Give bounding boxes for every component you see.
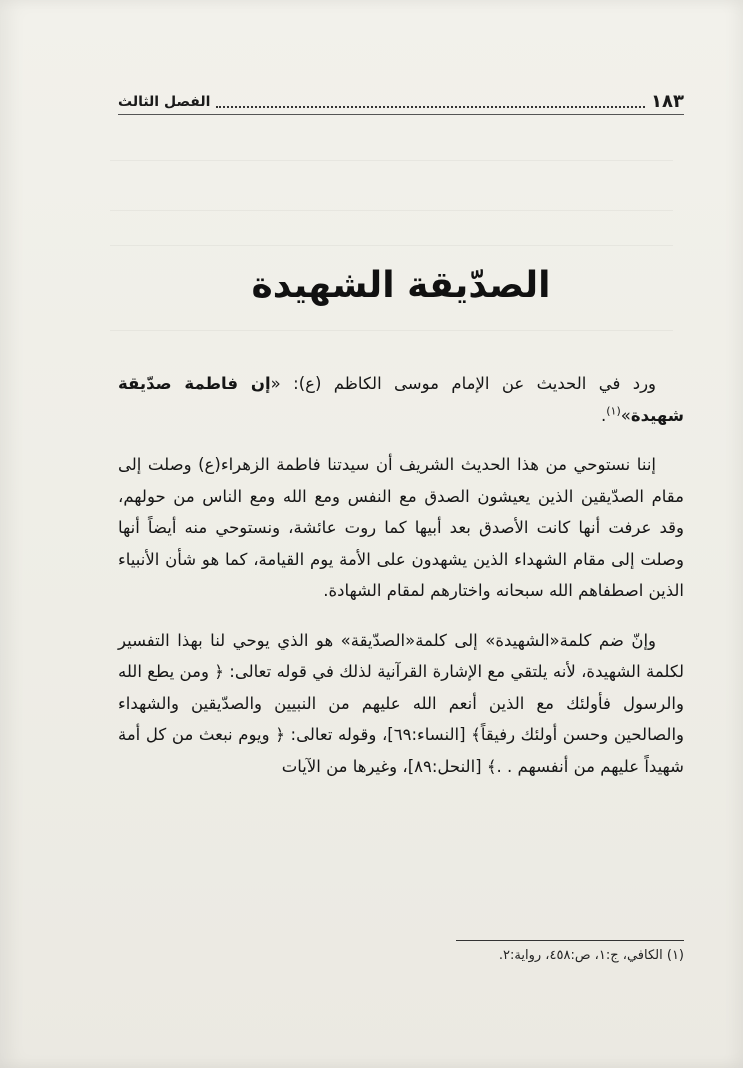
header-dot-leader [216,106,645,108]
chapter-title: الفصل الثالث [118,94,211,110]
quote-close: » [620,405,631,425]
paragraph-2: إننا نستوحي من هذا الحديث الشريف أن سيدتنا فاطمة الزهراء(ع) وصلت إلى مقام الصدّيقين الذين يعيشون الصدق مع النفس ومع الله ومع الناس من حولهم، وقد عرفت أنها كانت الأصدق بعد أبيها كما روت عائشة، ونستوحي منه أيضاً أنها وصلت إلى مقام الشهداء الذين يشهدون على الأمة يوم القيامة، كما هو شأن الأنبياء الذين اصطفاهم الله سبحانه واختارهم لمقام الشهادة. [118,455,684,600]
bleed-through-line [110,330,673,331]
bleed-through-line [110,210,673,211]
hadith-quote: إن فاطمة صدّيقة شهيدة [118,374,684,425]
paragraph-1-intro: ورد في الحديث عن الإمام موسى الكاظم (ع): « [270,374,657,393]
footnote-reference[interactable]: (١) [606,404,621,417]
paragraph-1-end: . [600,405,607,425]
paragraph-3: وإنّ ضم كلمة«الشهيدة» إلى كلمة«الصدّيقة» هو الذي يوحي لنا بهذا التفسير لكلمة الشهيدة، لأنه يلتقي مع الإشارة القرآنية لذلك في قوله تعالى: ﴿ ومن يطع الله والرسول فأولئك مع الذين أنعم الله عليهم من النبيين والصدّيقين والشهداء والصالحين وحسن أولئك رفيقاً﴾ [النساء:٦٩]، وقوله تعالى: ﴿ ويوم نبعث من كل أمة شهيداً عليهم من أنفسهم . .﴾ [النحل:٨٩]، وغيرها من الآيات [118,630,684,776]
footnote-rule [456,940,684,941]
header-rule [118,114,684,115]
section-title: الصدّيقة الشهيدة [251,265,551,306]
footnote: (١) الكافي، ج:١، ص:٤٥٨، رواية:٢. [498,948,684,963]
body-text [118,368,684,800]
running-header [118,88,684,112]
bleed-through-line [110,245,673,246]
paragraph-1 [118,368,684,431]
bleed-through-line [110,160,673,161]
page-number: ١٨٣ [651,91,684,112]
